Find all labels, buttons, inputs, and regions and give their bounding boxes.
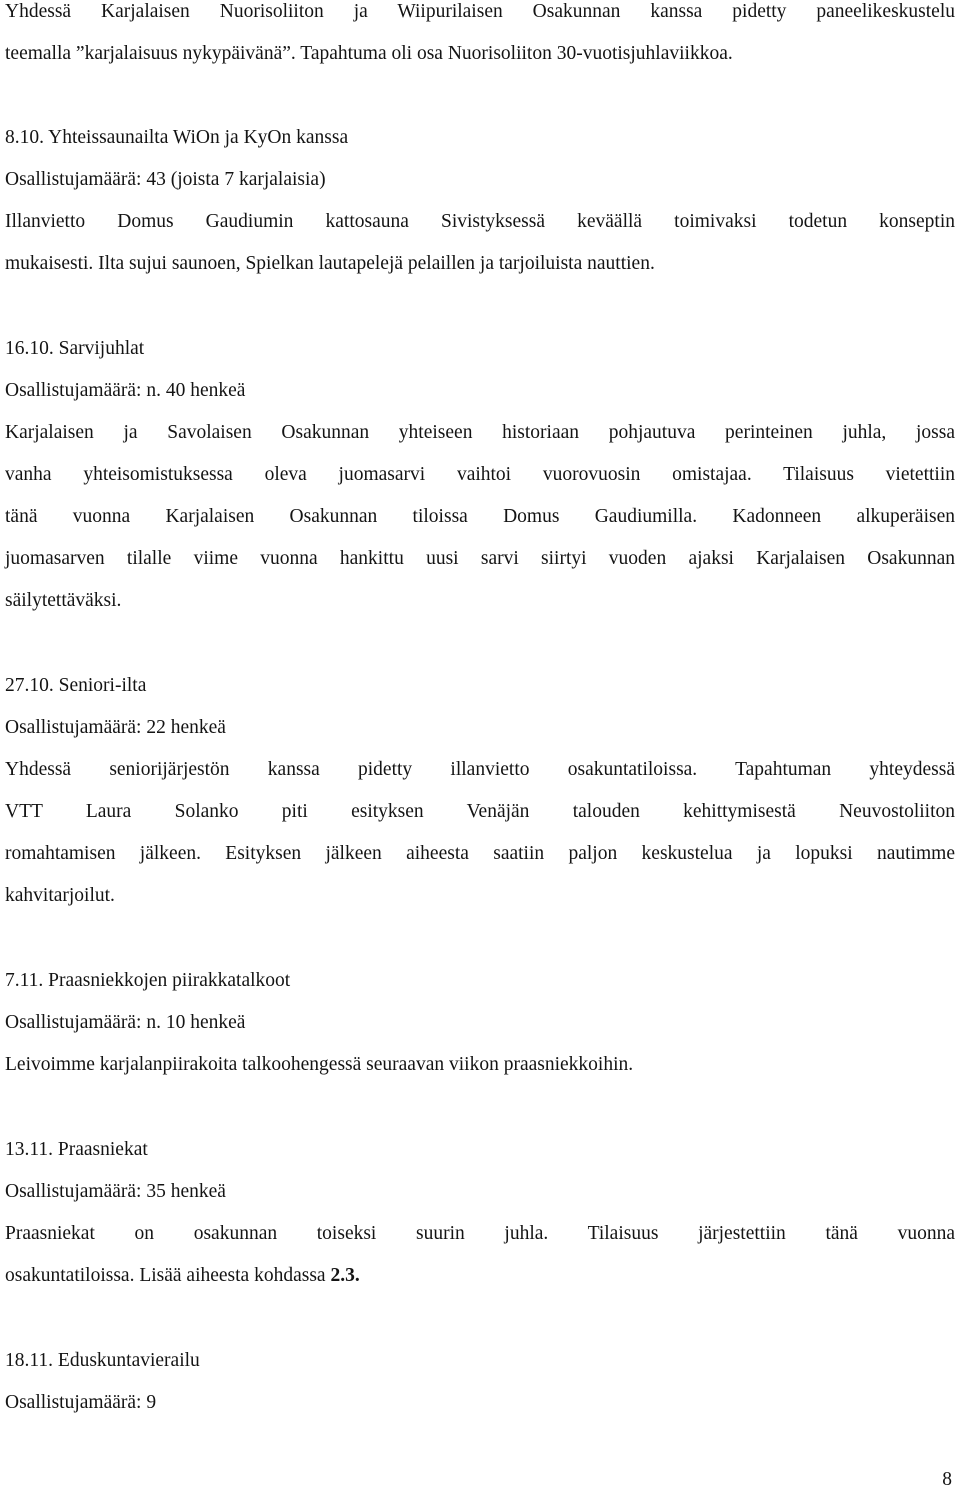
intro-line-2: teemalla ”karjalaisuus nykypäivänä”. Tapahtuma oli osa Nuorisoliiton 30-vuotisjuhlaviikkoa. — [5, 43, 733, 64]
event-participants: Osallistujamäärä: n. 10 henkeä — [5, 1012, 246, 1033]
intro-line-1: Yhdessä Karjalaisen Nuorisoliiton ja Wiipurilaisen Osakunnan kanssa pidetty paneelikeskustelu — [5, 1, 955, 22]
event-text-line: romahtamisen jälkeen. Esityksen jälkeen aiheesta saatiin paljon keskustelua ja lopuksi nautimme — [5, 843, 955, 864]
event-text-line: Karjalaisen ja Savolaisen Osakunnan yhteiseen historiaan pohjautuva perinteinen juhla, jossa — [5, 422, 955, 443]
event-heading: 8.10. Yhteissaunailta WiOn ja KyOn kanssa — [5, 127, 349, 148]
event-text-line — [5, 1264, 360, 1288]
event-text-line: juomasarven tilalle viime vuonna hankittu uusi sarvi siirtyi vuoden ajaksi Karjalaisen Osakunnan — [5, 548, 955, 569]
event-heading: 13.11. Praasniekat — [5, 1139, 148, 1160]
event-text-line: VTT Laura Solanko piti esityksen Venäjän talouden kehittymisestä Neuvostoliiton — [5, 801, 955, 822]
event-text-line: vanha yhteisomistuksessa oleva juomasarvi vaihtoi vuorovuosin omistajaa. Tilaisuus vietettiin — [5, 464, 955, 485]
event-text-line: Illanvietto Domus Gaudiumin kattosauna Sivistyksessä keväällä toimivaksi todetun konseptin — [5, 211, 955, 232]
event-text-line: tänä vuonna Karjalaisen Osakunnan tiloissa Domus Gaudiumilla. Kadonneen alkuperäisen — [5, 506, 955, 527]
section-reference: 2.3. — [330, 1265, 360, 1286]
event-participants: Osallistujamäärä: 9 — [5, 1392, 157, 1413]
event-participants: Osallistujamäärä: 22 henkeä — [5, 717, 226, 738]
event-heading: 27.10. Seniori-ilta — [5, 675, 147, 696]
event-text-line: Praasniekat on osakunnan toiseksi suurin juhla. Tilaisuus järjestettiin tänä vuonna — [5, 1223, 955, 1244]
event-text-line: Leivoimme karjalanpiirakoita talkoohengessä seuraavan viikon praasniekkoihin. — [5, 1054, 634, 1075]
event-participants: Osallistujamäärä: n. 40 henkeä — [5, 380, 246, 401]
event-text-line: säilytettäväksi. — [5, 590, 122, 611]
event-participants: Osallistujamäärä: 35 henkeä — [5, 1181, 226, 1202]
event-text-line: kahvitarjoilut. — [5, 885, 115, 906]
event-heading: 18.11. Eduskuntavierailu — [5, 1350, 200, 1371]
event-heading: 16.10. Sarvijuhlat — [5, 338, 145, 359]
event-text-line: Yhdessä seniorijärjestön kanssa pidetty illanvietto osakuntatiloissa. Tapahtuman yhteydessä — [5, 759, 955, 780]
event-text-line: mukaisesti. Ilta sujui saunoen, Spielkan lautapelejä pelaillen ja tarjoiluista nauttien. — [5, 253, 655, 274]
event-participants: Osallistujamäärä: 43 (joista 7 karjalaisia) — [5, 169, 326, 190]
event-text: osakuntatiloissa. Lisää aiheesta kohdassa — [5, 1265, 331, 1286]
event-heading: 7.11. Praasniekkojen piirakkatalkoot — [5, 970, 291, 991]
page-number: 8 — [942, 1469, 952, 1490]
